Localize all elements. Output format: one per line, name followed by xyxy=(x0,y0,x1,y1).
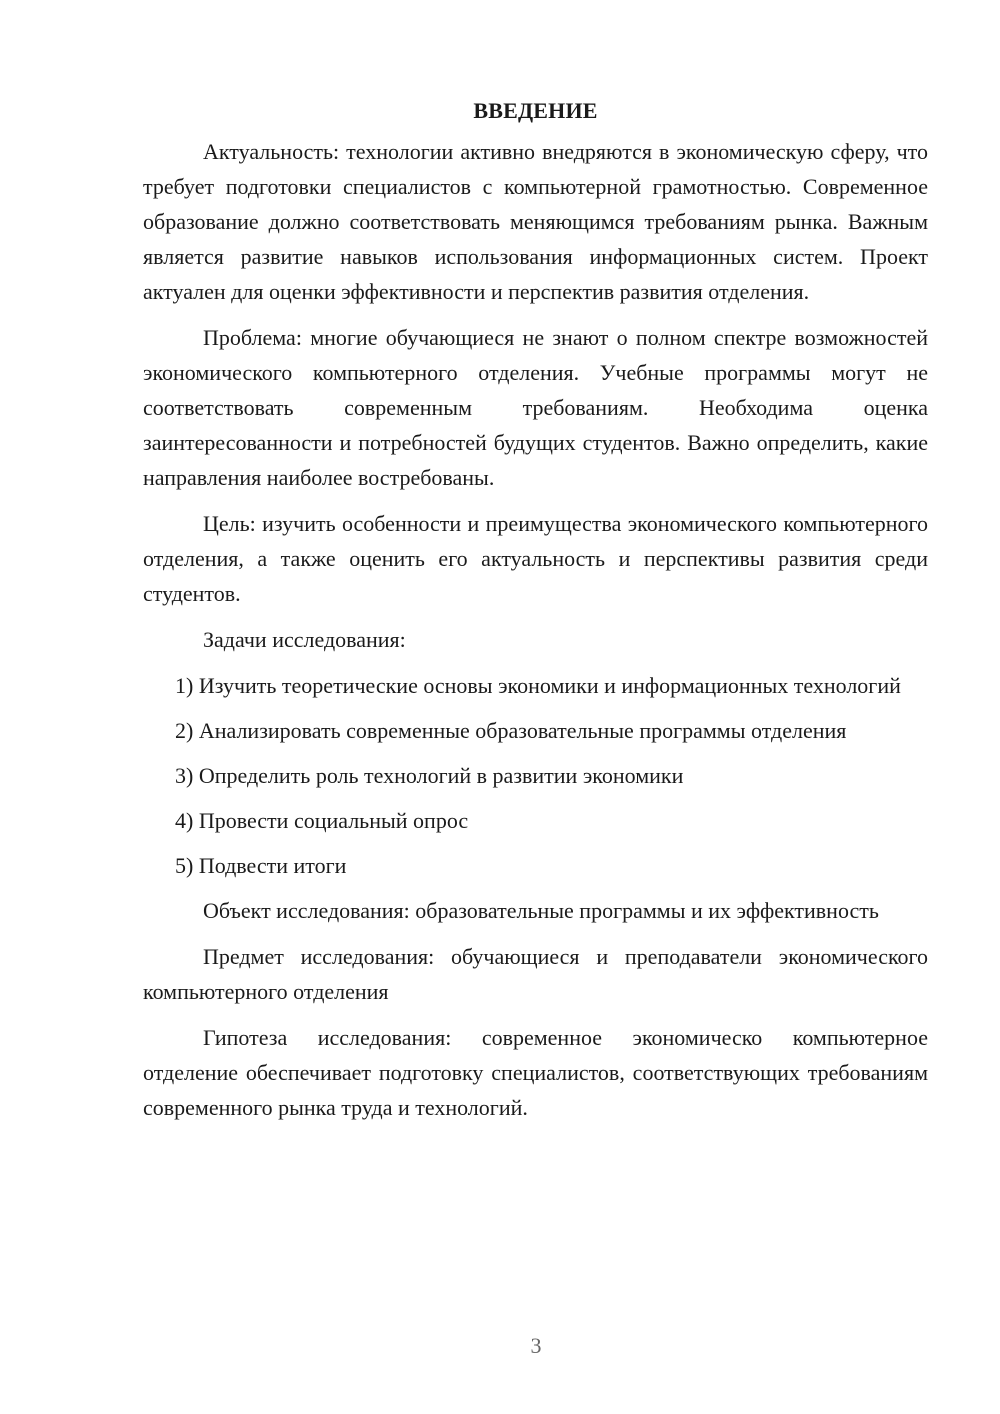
paragraph-object: Объект исследования: образовательные программы и их эффективность xyxy=(203,898,879,923)
paragraph-relevance: Актуальность: технологии активно внедряются в экономическую сферу, что требует подготовки специалистов с компьютерной грамотностью. Современное образование должно соответствовать меняющимся требованиям рынка. Важным является развитие навыков использования информационных систем. Проект актуален для оценки эффективности и перспектив развития отделения. xyxy=(143,139,928,304)
page-content xyxy=(143,93,928,1136)
paragraph-hypothesis: Гипотеза исследования: современное экономическо компьютерное отделение обеспечивает подготовку специалистов, соответствующих требованиям современного рынка труда и технологий. xyxy=(143,1025,928,1120)
paragraph-problem: Проблема: многие обучающиеся не знают о полном спектре возможностей экономического компьютерного отделения. Учебные программы могут не соответствовать современным требованиям. Необходима оценка заинтересованности и потребностей будущих студентов. Важно определить, какие направления наиболее востребованы. xyxy=(143,325,928,490)
paragraph-goal: Цель: изучить особенности и преимущества экономического компьютерного отделения, а также оценить его актуальность и перспективы развития среди студентов. xyxy=(143,511,928,606)
section-heading: ВВЕДЕНИЕ xyxy=(473,98,598,123)
paragraph-tasks-intro: Задачи исследования: xyxy=(203,627,406,652)
paragraph-subject: Предмет исследования: обучающиеся и преподаватели экономического компьютерного отделения xyxy=(143,944,928,1004)
task-item-5: 5) Подвести итоги xyxy=(175,853,347,878)
task-item-1: 1) Изучить теоретические основы экономики и информационных технологий xyxy=(175,673,901,698)
task-item-3: 3) Определить роль технологий в развитии экономики xyxy=(175,763,684,788)
task-item-4: 4) Провести социальный опрос xyxy=(175,808,469,833)
task-item-2: 2) Анализировать современные образовательные программы отделения xyxy=(175,718,847,743)
page-number: 3 xyxy=(530,1333,542,1358)
